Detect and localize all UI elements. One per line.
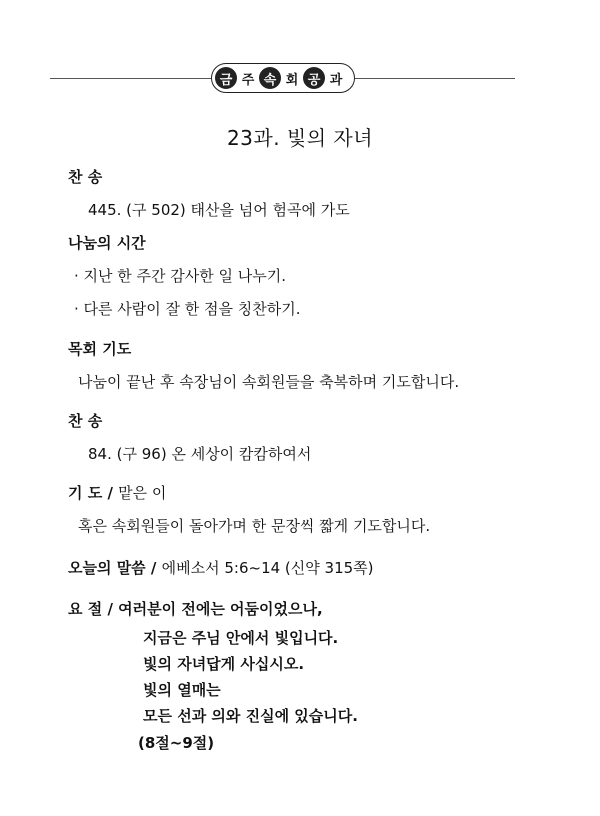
prayer-heading-label: 기 도 [68, 484, 103, 502]
memory-verse-reference: (8절~9절) [138, 734, 215, 752]
scripture-reference: 에베소서 5:6~14 (신약 315쪽) [161, 559, 374, 577]
hymn1-line: 445. (구 502) 태산을 넘어 험곡에 가도 [88, 201, 350, 219]
prayer-heading [68, 482, 166, 503]
sharing-heading: 나눔의 시간 [68, 234, 146, 252]
memory-verse-line: 모든 선과 의와 진실에 있습니다. [143, 707, 358, 725]
badge-char: 금 [215, 67, 237, 89]
header-banner [50, 58, 515, 98]
memory-verse-line: 빛의 자녀답게 사십시오. [143, 655, 305, 673]
memory-verse-heading [68, 598, 323, 619]
word-heading [68, 557, 374, 578]
word-heading-label: 오늘의 말씀 [68, 559, 146, 577]
badge-char: 공 [303, 67, 325, 89]
word-separator: / [150, 559, 157, 577]
memory-verse-label: 요 절 [68, 600, 103, 618]
hymn2-heading: 찬 송 [68, 412, 103, 430]
prayer-separator: / [107, 484, 113, 502]
memory-verse-separator: / [107, 600, 113, 618]
sharing-item: · 지난 한 주간 감사한 일 나누기. [74, 267, 287, 285]
pastoral-prayer-line: 나눔이 끝난 후 속장님이 속회원들을 축복하며 기도합니다. [78, 373, 460, 391]
prayer-leader: 맡은 이 [118, 484, 167, 502]
prayer-line: 혹은 속회원들이 돌아가며 한 문장씩 짧게 기도합니다. [78, 517, 431, 535]
memory-verse-line: 빛의 열매는 [143, 681, 221, 699]
hymn2-line: 84. (구 96) 온 세상이 캄캄하여서 [88, 445, 312, 463]
series-badge [215, 61, 347, 95]
hymn1-heading: 찬 송 [68, 168, 103, 186]
sharing-item: · 다른 사람이 잘 한 점을 칭찬하기. [74, 300, 301, 318]
badge-char: 주 [237, 67, 259, 89]
pastoral-prayer-heading: 목회 기도 [68, 340, 132, 358]
badge-char: 과 [325, 67, 347, 89]
memory-verse-line: 지금은 주님 안에서 빛입니다. [143, 629, 339, 647]
badge-char: 속 [259, 67, 281, 89]
memory-verse-line: 여러분이 전에는 어둠이었으나, [118, 600, 323, 618]
badge-char: 회 [281, 67, 303, 89]
lesson-title: 23과. 빛의 자녀 [226, 126, 374, 150]
